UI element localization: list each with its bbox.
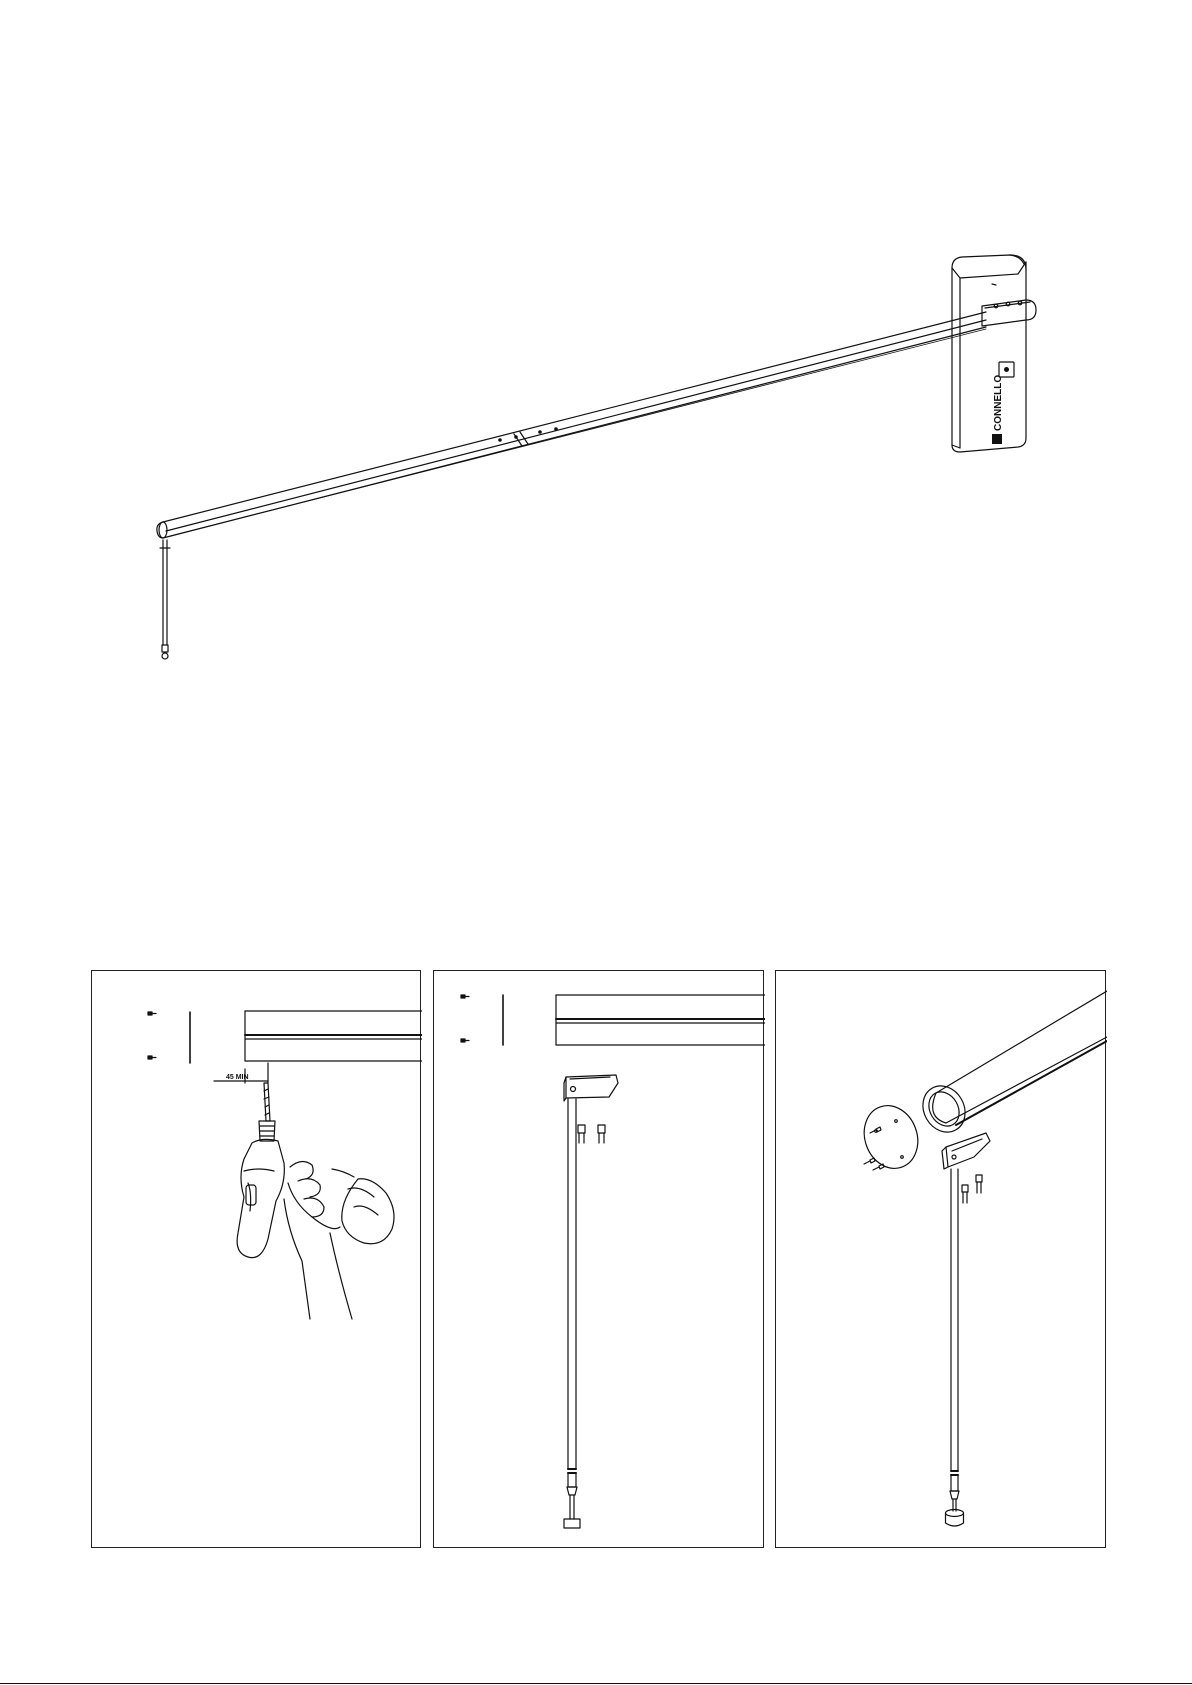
panel-arm-bracket (433, 970, 764, 1548)
boom-bracket (982, 300, 1036, 326)
screw-icon (148, 1012, 156, 1015)
boom-arm (157, 312, 986, 538)
boom-tube (915, 991, 1107, 1140)
screw-icon (962, 1185, 968, 1203)
screw-icon (461, 1039, 469, 1042)
support-leg-icon (564, 1099, 580, 1528)
dimension-label: 45 MIN (226, 1074, 249, 1081)
drill-icon (237, 1083, 394, 1258)
barrier-illustration (0, 0, 1192, 700)
screw-icon (461, 995, 469, 998)
support-leg (160, 540, 170, 659)
screw-icon (873, 1164, 884, 1170)
screw-icon (578, 1125, 585, 1143)
screw-icon (148, 1056, 156, 1059)
page-bottom-rule (0, 1683, 1192, 1684)
brand-logo (992, 375, 1004, 444)
end-cap-icon (856, 1098, 927, 1176)
support-leg-icon (946, 1169, 964, 1526)
screw-icon (598, 1125, 605, 1143)
bracket-icon (942, 1133, 990, 1169)
panel-drill (91, 970, 421, 1548)
panel-end-cap (775, 970, 1106, 1548)
screw-icon (976, 1175, 982, 1193)
screw-icon (864, 1158, 875, 1164)
bracket-icon (564, 1075, 618, 1101)
barrier-cabinet (952, 255, 1026, 452)
hand-icon (284, 1161, 354, 1319)
brand-name: CONNELLO (993, 374, 1004, 431)
